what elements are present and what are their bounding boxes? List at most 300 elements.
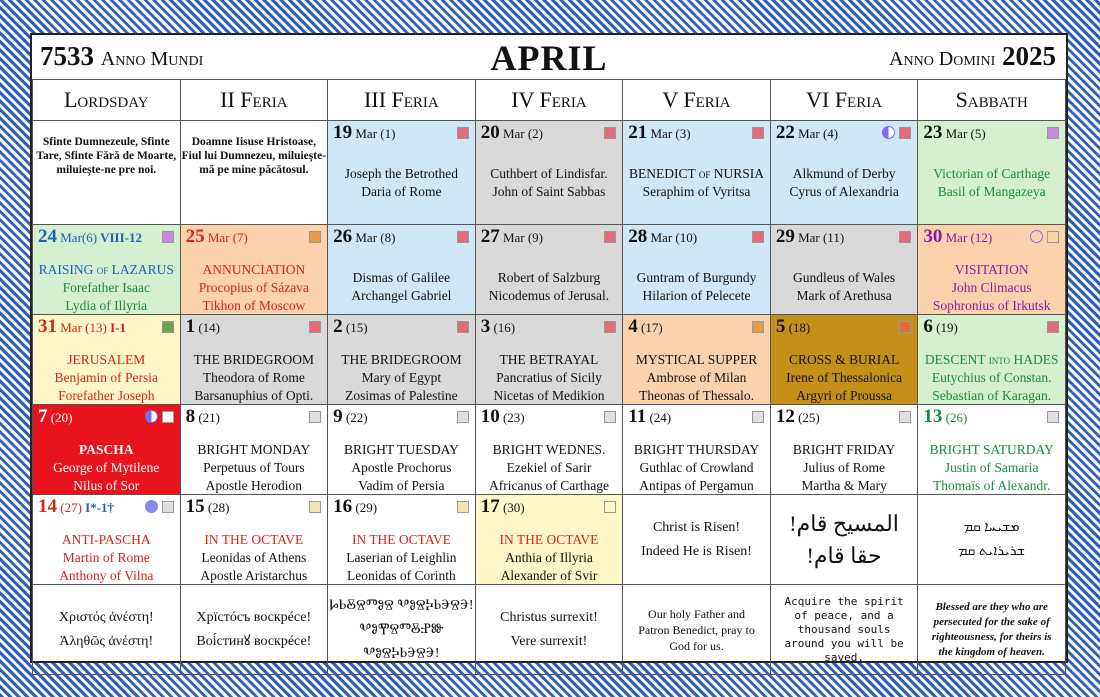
fasting-icon — [899, 411, 911, 423]
day-cell[interactable] — [770, 405, 918, 495]
julian-date: Mar (12) — [942, 230, 993, 245]
anno-mundi: 7533 Anno Mundi — [40, 41, 204, 71]
day-number: 3 (16) — [480, 316, 516, 337]
day-number: 11 (24) — [628, 406, 672, 427]
quote-text: Acquire the spirit of peace, and a thousand souls around you will be saved. — [784, 594, 904, 664]
day-cell[interactable] — [180, 495, 328, 585]
day-content — [476, 495, 623, 584]
day-number: 29 Mar (11) — [775, 226, 845, 247]
saint-name: Alkmund of Derby — [792, 166, 896, 181]
greeting-latin — [475, 585, 623, 675]
greeting-line: حقا قام! — [806, 542, 882, 568]
weekday-lordsday: Lordsday — [33, 80, 181, 121]
saint-name: Thomaïs of Alexandr. — [933, 478, 1051, 493]
day-cell[interactable] — [328, 315, 476, 405]
quote-beatitude — [918, 585, 1066, 675]
greeting-line: المسيح قام! — [789, 510, 899, 536]
saint-name: Theonas of Thessalo. — [639, 388, 754, 403]
saint-name: Benjamin of Persia — [54, 370, 159, 385]
saint-name: Anthony of Vilna — [59, 568, 154, 583]
fasting-icon — [309, 321, 321, 333]
greeting-line: Christ is Risen! — [652, 519, 741, 535]
feast-name: VISITATION — [954, 262, 1029, 277]
day-cell[interactable] — [33, 315, 181, 405]
day-number: 15 (28) — [185, 496, 230, 517]
day-number: 8 (21) — [185, 406, 220, 427]
saint-name: Robert of Salzburg — [497, 270, 601, 285]
day-number: 7 (20) — [38, 406, 73, 427]
weekday-header-row — [33, 80, 1066, 121]
commemorations — [33, 261, 180, 314]
julian-date: (17) — [637, 320, 663, 335]
calendar-header — [32, 35, 1066, 80]
fasting-icon — [899, 321, 911, 333]
feast-name: BRIGHT FRIDAY — [792, 442, 896, 457]
day-content — [623, 315, 770, 404]
julian-date: Mar (8) — [352, 230, 396, 245]
saint-name: Nilus of Sor — [73, 478, 140, 493]
julian-date: Mar (4) — [794, 126, 839, 141]
greeting-arabic — [770, 495, 918, 585]
fasting-icon — [457, 411, 469, 423]
saint-name: Zosimas of Palestine — [345, 388, 458, 403]
julian-date: (20) — [47, 410, 73, 425]
day-cell[interactable] — [918, 405, 1066, 495]
week-row-1 — [33, 121, 1066, 225]
feast-name: JERUSALEM — [67, 352, 146, 367]
feast-name: IN THE OCTAVE — [204, 532, 304, 547]
fasting-icon — [457, 501, 469, 513]
julian-date: (21) — [195, 410, 220, 425]
fasting-icon — [162, 411, 174, 423]
anno-domini: Anno Domini 2025 — [889, 41, 1056, 71]
day-number: 22 Mar (4) — [775, 122, 839, 143]
day-number: 21 Mar (3) — [628, 122, 691, 143]
day-number: 27 Mar (9) — [480, 226, 544, 247]
julian-date: (22) — [342, 410, 368, 425]
julian-date: (28) — [204, 500, 230, 515]
julian-date: (25) — [794, 410, 820, 425]
day-number: 20 Mar (2) — [480, 122, 544, 143]
day-content — [33, 225, 180, 314]
day-cell[interactable] — [180, 225, 328, 315]
fasting-icon — [309, 231, 321, 243]
quote-row — [33, 585, 1066, 675]
calendar-page — [30, 33, 1068, 663]
quote-seraphim — [770, 585, 918, 675]
day-cell[interactable] — [918, 315, 1066, 405]
day-cell[interactable] — [33, 225, 181, 315]
julian-date: Mar(6) — [57, 230, 98, 245]
julian-date: Mar (9) — [499, 230, 544, 245]
day-number: 28 Mar (10) — [628, 226, 698, 247]
saint-name: Apostle Herodion — [205, 478, 303, 493]
fasting-icon — [162, 231, 174, 243]
saint-name: Leonidas of Athens — [201, 550, 307, 565]
calendar-grid — [32, 79, 1066, 675]
fasting-icon — [1047, 127, 1059, 139]
weekday-feria-5: V Feria — [623, 80, 771, 121]
commemorations — [476, 531, 623, 584]
commemorations — [918, 165, 1065, 201]
day-number: 16 (29) — [333, 496, 378, 517]
julian-date: (16) — [490, 320, 516, 335]
fasting-icon — [604, 231, 616, 243]
commemorations — [771, 441, 918, 494]
quote-text: Our holy Father and Patron Benedict, pray to God for us. — [638, 606, 755, 653]
commemorations — [328, 531, 475, 584]
day-cell[interactable] — [328, 225, 476, 315]
day-number: 26 Mar (8) — [333, 226, 396, 247]
fasting-icon — [604, 501, 616, 513]
greeting-line: ܡܫܝܚܐ ܩܡ — [963, 519, 1020, 535]
day-content — [623, 121, 770, 210]
fasting-icon — [1047, 411, 1059, 423]
commemorations — [771, 351, 918, 404]
new-moon-icon — [1030, 230, 1043, 243]
prayer-text: Sfinte Dumnezeule, Sfinte Tare, Sfinte Fără de Moarte, miluieşte-ne pre noi. — [36, 136, 177, 176]
half-moon-icon — [145, 410, 158, 423]
day-cell[interactable] — [475, 225, 623, 315]
greeting-line: Воі́стинꙋ воскрéсе! — [196, 633, 312, 649]
saint-name: Vadim of Persia — [358, 478, 445, 493]
greeting-syriac — [918, 495, 1066, 585]
commemorations — [328, 351, 475, 404]
day-content — [476, 225, 623, 314]
greeting-line: Ἀληθῶς ἀνέστη! — [59, 633, 154, 649]
day-cell[interactable] — [623, 315, 771, 405]
day-content — [33, 315, 180, 404]
greeting-line: ⰘⰓⰋⰔⰕⰑⰔ ⰂⰑⰔⰍⰓⰅⰔⰅ! — [329, 597, 474, 613]
saint-name: John of Saint Sabbas — [492, 184, 606, 199]
week-row-4 — [33, 405, 1066, 495]
saint-name: Daria of Rome — [361, 184, 442, 199]
tone-marker: I-1 — [106, 320, 126, 335]
day-content — [918, 405, 1065, 494]
julian-date: Mar (7) — [204, 230, 248, 245]
saint-name: Forefather Joseph — [58, 388, 155, 403]
day-content — [328, 495, 475, 584]
commemorations — [181, 441, 328, 494]
day-number: 24 Mar(6) VIII-12 — [38, 226, 142, 247]
day-content — [476, 405, 623, 494]
feast-name: BRIGHT MONDAY — [197, 442, 311, 457]
feast-name: CROSS & BURIAL — [788, 352, 900, 367]
day-cell[interactable] — [180, 405, 328, 495]
fasting-icon — [162, 501, 174, 513]
saint-name: Archangel Gabriel — [351, 288, 452, 303]
fasting-icon — [604, 411, 616, 423]
feast-name: BRIGHT THURSDAY — [633, 442, 760, 457]
half-moon-icon — [882, 126, 895, 139]
commemorations — [476, 351, 623, 404]
day-content — [328, 121, 475, 210]
saint-name: Mary of Egypt — [361, 370, 442, 385]
feast-name: RAISING of LAZARUS — [38, 262, 174, 277]
commemorations — [623, 269, 770, 305]
weekday-feria-3: III Feria — [328, 80, 476, 121]
saint-name: Hilarion of Pelecete — [642, 288, 751, 303]
fasting-icon — [457, 231, 469, 243]
julian-date: (26) — [942, 410, 968, 425]
day-content — [918, 315, 1065, 404]
day-cell[interactable] — [180, 315, 328, 405]
day-cell[interactable] — [475, 405, 623, 495]
week-row-5 — [33, 495, 1066, 585]
day-content — [771, 315, 918, 404]
commemorations — [181, 351, 328, 404]
fasting-icon — [899, 127, 911, 139]
day-number: 6 (19) — [923, 316, 958, 337]
julian-date: (18) — [785, 320, 811, 335]
saint-name: Seraphim of Vyritsa — [642, 184, 751, 199]
day-number: 12 (25) — [775, 406, 820, 427]
greeting-greek — [33, 585, 181, 675]
saint-name: Victorian of Carthage — [933, 166, 1051, 181]
saint-name: Procopius of Sázava — [198, 280, 309, 295]
saint-name: Guthlac of Crowland — [639, 460, 754, 475]
julian-date: (15) — [342, 320, 368, 335]
fasting-icon — [309, 411, 321, 423]
commemorations — [33, 351, 180, 404]
day-cell[interactable] — [33, 405, 181, 495]
saint-name: Nicodemus of Jerusal. — [488, 288, 610, 303]
day-cell[interactable] — [770, 225, 918, 315]
julian-date: Mar (13) — [57, 320, 107, 335]
fasting-icon — [752, 127, 764, 139]
day-cell[interactable] — [328, 405, 476, 495]
day-number: 9 (22) — [333, 406, 368, 427]
day-number: 10 (23) — [480, 406, 525, 427]
julian-date: (19) — [932, 320, 958, 335]
saint-name: Irene of Thessalonica — [786, 370, 903, 385]
day-number: 2 (15) — [333, 316, 368, 337]
greeting-slavonic — [180, 585, 328, 675]
day-cell[interactable] — [918, 225, 1066, 315]
julian-date: Mar (10) — [647, 230, 698, 245]
day-content — [181, 495, 328, 584]
greeting-line: ܫܪܝܪܐܝܬ ܩܡ — [958, 543, 1026, 559]
day-content — [918, 225, 1065, 314]
day-number: 31 Mar (13) I-1 — [38, 316, 126, 337]
saint-name: Laserian of Leighlin — [346, 550, 457, 565]
julian-date: Mar (2) — [499, 126, 544, 141]
day-cell[interactable] — [623, 225, 771, 315]
saint-name: Julius of Rome — [803, 460, 885, 475]
julian-date: (14) — [195, 320, 220, 335]
week-row-3 — [33, 315, 1066, 405]
commemorations — [623, 165, 770, 201]
saint-name: Anthia of Illyria — [505, 550, 593, 565]
saint-name: Martin of Rome — [62, 550, 150, 565]
commemorations — [623, 441, 770, 494]
day-number: 30 Mar (12) — [923, 226, 993, 247]
day-content — [33, 495, 180, 584]
day-cell[interactable] — [623, 121, 771, 225]
saint-name: Pancratius of Sicily — [496, 370, 602, 385]
julian-date: (29) — [352, 500, 378, 515]
saint-name: Ambrose of Milan — [646, 370, 747, 385]
saint-name: Antipas of Pergamun — [639, 478, 754, 493]
julian-date: Mar (3) — [647, 126, 691, 141]
day-content — [328, 315, 475, 404]
commemorations — [181, 531, 328, 584]
saint-name: Cyrus of Alexandria — [789, 184, 899, 199]
day-cell[interactable] — [475, 495, 623, 585]
saint-name: Forefather Isaac — [62, 280, 150, 295]
commemorations — [328, 165, 475, 201]
saint-name: Gundleus of Wales — [793, 270, 896, 285]
day-cell[interactable] — [770, 315, 918, 405]
saint-name: Africanus of Carthage — [488, 478, 609, 493]
day-content — [623, 225, 770, 314]
day-content — [771, 405, 918, 494]
day-cell[interactable] — [918, 121, 1066, 225]
day-number: 23 Mar (5) — [923, 122, 986, 143]
feast-name: BENEDICT of NURSIA — [629, 166, 765, 181]
feast-name: IN THE OCTAVE — [499, 532, 599, 547]
greeting-line: Christus surrexit! — [500, 609, 598, 625]
saint-name: Martha & Mary — [801, 478, 887, 493]
saint-name: Barsanuphius of Opti. — [194, 388, 314, 403]
saint-name: Apostle Prochorus — [351, 460, 452, 475]
quote-benedict — [623, 585, 771, 675]
commemorations — [476, 269, 623, 305]
day-content — [771, 121, 918, 210]
day-number: 19 Mar (1) — [333, 122, 396, 143]
feast-name: THE BRIDEGROOM — [193, 352, 315, 367]
month-title: APRIL — [490, 38, 608, 78]
commemorations — [623, 351, 770, 404]
saint-name: Leonidas of Corinth — [347, 568, 456, 583]
feast-name: IN THE OCTAVE — [351, 532, 451, 547]
weekday-feria-6: VI Feria — [770, 80, 918, 121]
day-content — [771, 225, 918, 314]
day-number: 17 (30) — [480, 496, 525, 517]
week-row-2 — [33, 225, 1066, 315]
saint-name: Justin of Samaria — [944, 460, 1039, 475]
saint-name: Lydia of Illyria — [65, 298, 148, 313]
greeting-line: ⰂⰑⰉⰔⰕⰋⰐⰖ ⰂⰑⰔⰍⰓⰅⰔⰅ! — [359, 621, 444, 661]
saint-name: Dismas of Galilee — [352, 270, 451, 285]
day-cell[interactable] — [475, 315, 623, 405]
day-content — [623, 405, 770, 494]
julian-date: Mar (11) — [794, 230, 845, 245]
feast-name: THE BETRAYAL — [499, 352, 599, 367]
greeting-line: Vere surrexit! — [510, 633, 588, 649]
saint-name: Ezekiel of Sarir — [506, 460, 592, 475]
prayer-text: Doamne Iisuse Hristoase, Fiul lui Dumnezeu, miluieşte-mă pe mine păcătosul. — [181, 136, 327, 176]
commemorations — [918, 261, 1065, 314]
feast-name: DESCENT into HADES — [924, 352, 1059, 367]
day-content — [328, 225, 475, 314]
saint-name: Alexander of Svir — [500, 568, 598, 583]
saint-name: Tikhon of Moscow — [202, 298, 306, 313]
day-content — [181, 225, 328, 314]
commemorations — [476, 165, 623, 201]
day-number: 5 (18) — [775, 316, 811, 337]
day-cell[interactable] — [475, 121, 623, 225]
greeting-line: Χριστός ἀνέστη! — [58, 609, 154, 625]
fasting-icon — [752, 411, 764, 423]
fasting-icon — [1047, 321, 1059, 333]
commemorations — [771, 269, 918, 305]
commemorations — [33, 441, 180, 494]
prayer-cell — [33, 121, 181, 225]
day-number: 14 (27) I*-1† — [38, 496, 115, 517]
day-cell[interactable] — [33, 495, 181, 585]
day-content — [476, 121, 623, 210]
julian-date: Mar (1) — [352, 126, 396, 141]
saint-name: Mark of Arethusa — [796, 288, 892, 303]
julian-date: (24) — [646, 410, 672, 425]
fasting-icon — [752, 321, 764, 333]
day-number: 4 (17) — [628, 316, 663, 337]
commemorations — [328, 269, 475, 305]
prayer-cell — [180, 121, 328, 225]
feast-name: ANNUNCIATION — [202, 262, 306, 277]
fasting-icon — [752, 231, 764, 243]
saint-name: Cuthbert of Lindisfar. — [490, 166, 608, 181]
tone-marker: I*-1† — [81, 500, 115, 515]
fasting-icon — [457, 321, 469, 333]
day-cell[interactable] — [770, 121, 918, 225]
commemorations — [918, 441, 1065, 494]
day-content — [181, 315, 328, 404]
feast-name: PASCHA — [79, 442, 134, 457]
feast-name: ANTI-PASCHA — [61, 532, 151, 547]
day-cell[interactable] — [328, 121, 476, 225]
feast-name: BRIGHT TUESDAY — [343, 442, 459, 457]
fasting-icon — [899, 231, 911, 243]
greeting-glagolitic — [328, 585, 476, 675]
julian-date: (23) — [499, 410, 525, 425]
saint-name: Basil of Mangazeya — [937, 184, 1046, 199]
day-cell[interactable] — [623, 405, 771, 495]
julian-date: Mar (5) — [942, 126, 986, 141]
fasting-icon — [604, 127, 616, 139]
feast-name: BRIGHT SATURDAY — [929, 442, 1054, 457]
fasting-icon — [457, 127, 469, 139]
julian-date: (30) — [499, 500, 525, 515]
greeting-line: Indeed He is Risen! — [641, 543, 752, 559]
julian-date: (27) — [57, 500, 82, 515]
day-content — [918, 121, 1065, 210]
day-number: 13 (26) — [923, 406, 968, 427]
saint-name: Nicetas of Medikion — [493, 388, 605, 403]
weekday-feria-2: II Feria — [180, 80, 328, 121]
saint-name: Sophronius of Irkutsk — [932, 298, 1051, 313]
day-content — [181, 405, 328, 494]
saint-name: George of Mytilene — [53, 460, 160, 475]
full-moon-icon — [145, 500, 158, 513]
fasting-icon — [162, 321, 174, 333]
day-content — [328, 405, 475, 494]
commemorations — [918, 351, 1065, 404]
feast-name: BRIGHT WEDNES. — [492, 442, 606, 457]
fasting-icon — [1047, 231, 1059, 243]
commemorations — [33, 531, 180, 584]
day-content — [33, 405, 180, 494]
day-cell[interactable] — [328, 495, 476, 585]
commemorations — [476, 441, 623, 494]
saint-name: John Climacus — [951, 280, 1032, 295]
saint-name: Argyri of Proussa — [796, 388, 892, 403]
saint-name: Sebastian of Karagan. — [932, 388, 1052, 403]
greeting-line: Хрїстóсъ воскрéсе! — [196, 609, 312, 625]
saint-name: Theodora of Rome — [202, 370, 305, 385]
fasting-icon — [604, 321, 616, 333]
